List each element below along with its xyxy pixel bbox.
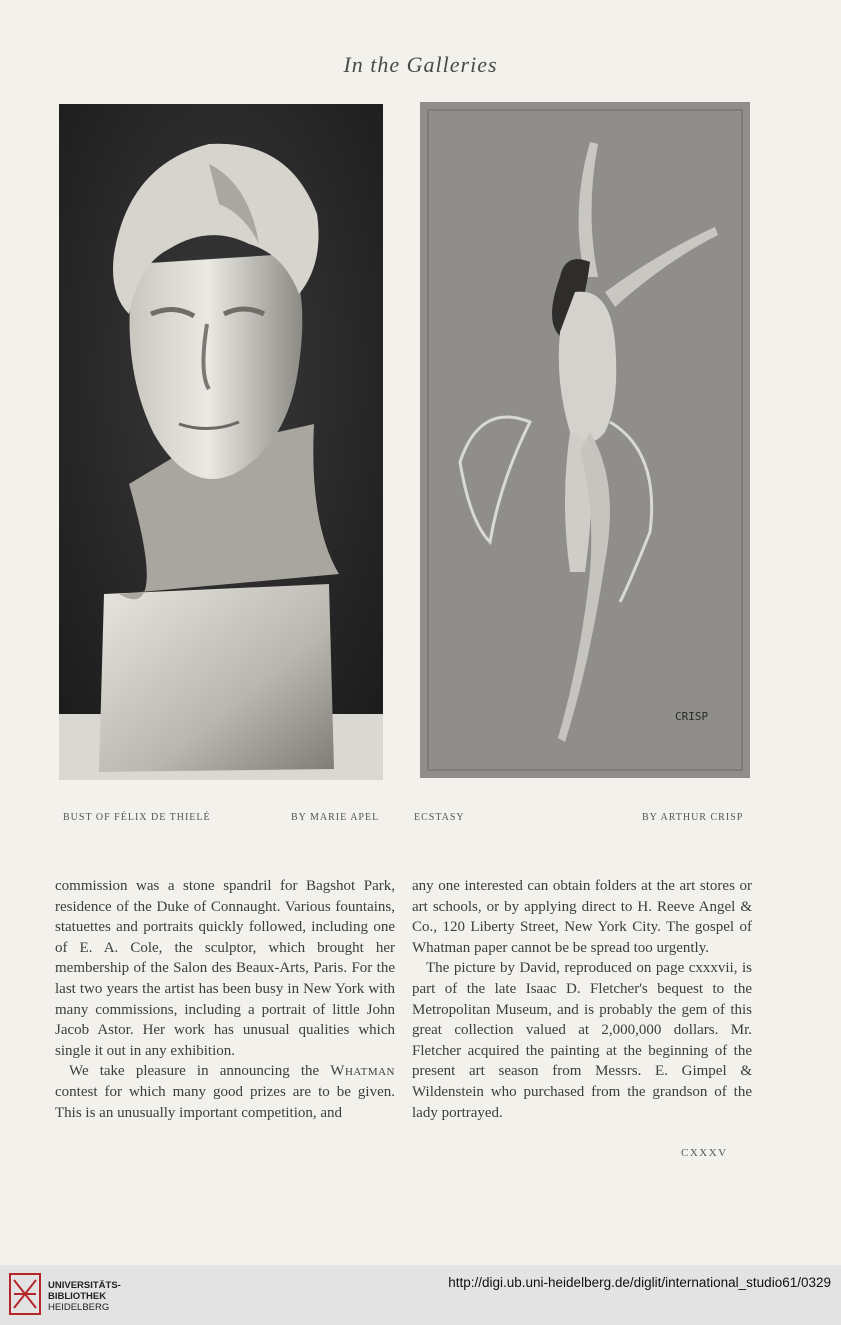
- paragraph: We take pleasure in announcing the Whatman contest for which many good prizes are to be given. This is an unusually important competition, and: [55, 1063, 395, 1121]
- footer-bar: [0, 1265, 841, 1325]
- source-url-link[interactable]: http://digi.ub.uni-heidelberg.de/diglit/international_studio61/0329: [448, 1275, 831, 1290]
- text-column-right: [412, 876, 752, 1123]
- library-name: UNIVERSITÄTS- BIBLIOTHEK HEIDELBERG: [48, 1280, 121, 1313]
- university-library-logo-icon[interactable]: [8, 1272, 42, 1316]
- caption-left-title: BUST OF FÉLIX DE THIELÉ: [63, 812, 211, 823]
- artist-signature: CRISP: [675, 710, 709, 723]
- paragraph: any one interested can obtain folders at the art stores or art schools, or by applying direct to H. Reeve Angel & Co., 120 Liberty Street, New York City. The gospel of Whatman paper cannot be be spread too urgently.: [412, 878, 752, 956]
- running-head: In the Galleries: [343, 52, 498, 77]
- ecstasy-drawing: [420, 102, 750, 778]
- bust-photograph: [59, 104, 383, 780]
- caption-right-artist: BY ARTHUR CRISP: [642, 812, 744, 823]
- paragraph: The picture by David, reproduced on page cxxxvii, is part of the late Isaac D. Fletcher's bequest to the Metropolitan Museum, and is probably the gem of this great collection valued at 2,000,000 dollars. Mr. Fletcher acquired the painting at the beginning of the present art season from Messrs. E. Gimpel & Wildenstein who purchased from the grandson of the lady portrayed.: [412, 960, 752, 1121]
- caption-right-title: ECSTASY: [414, 812, 465, 823]
- paragraph: commission was a stone spandril for Bagshot Park, residence of the Duke of Connaught. Various fountains, statuettes and portraits quickly followed, including one of E. A. Cole, the sculptor, which brought her membership of the Salon des Beaux-Arts, Paris. For the last two years the artist has been busy in New York with many commissions, including a portrait of little John Jacob Astor. Her work has unusual qualities which single it out in any exhibition.: [55, 878, 395, 1059]
- page-number: CXXXV: [681, 1147, 728, 1159]
- caption-left-artist: BY MARIE APEL: [291, 812, 380, 823]
- text-column-left: [55, 876, 395, 1123]
- whatman-brand: Whatman: [330, 1063, 395, 1080]
